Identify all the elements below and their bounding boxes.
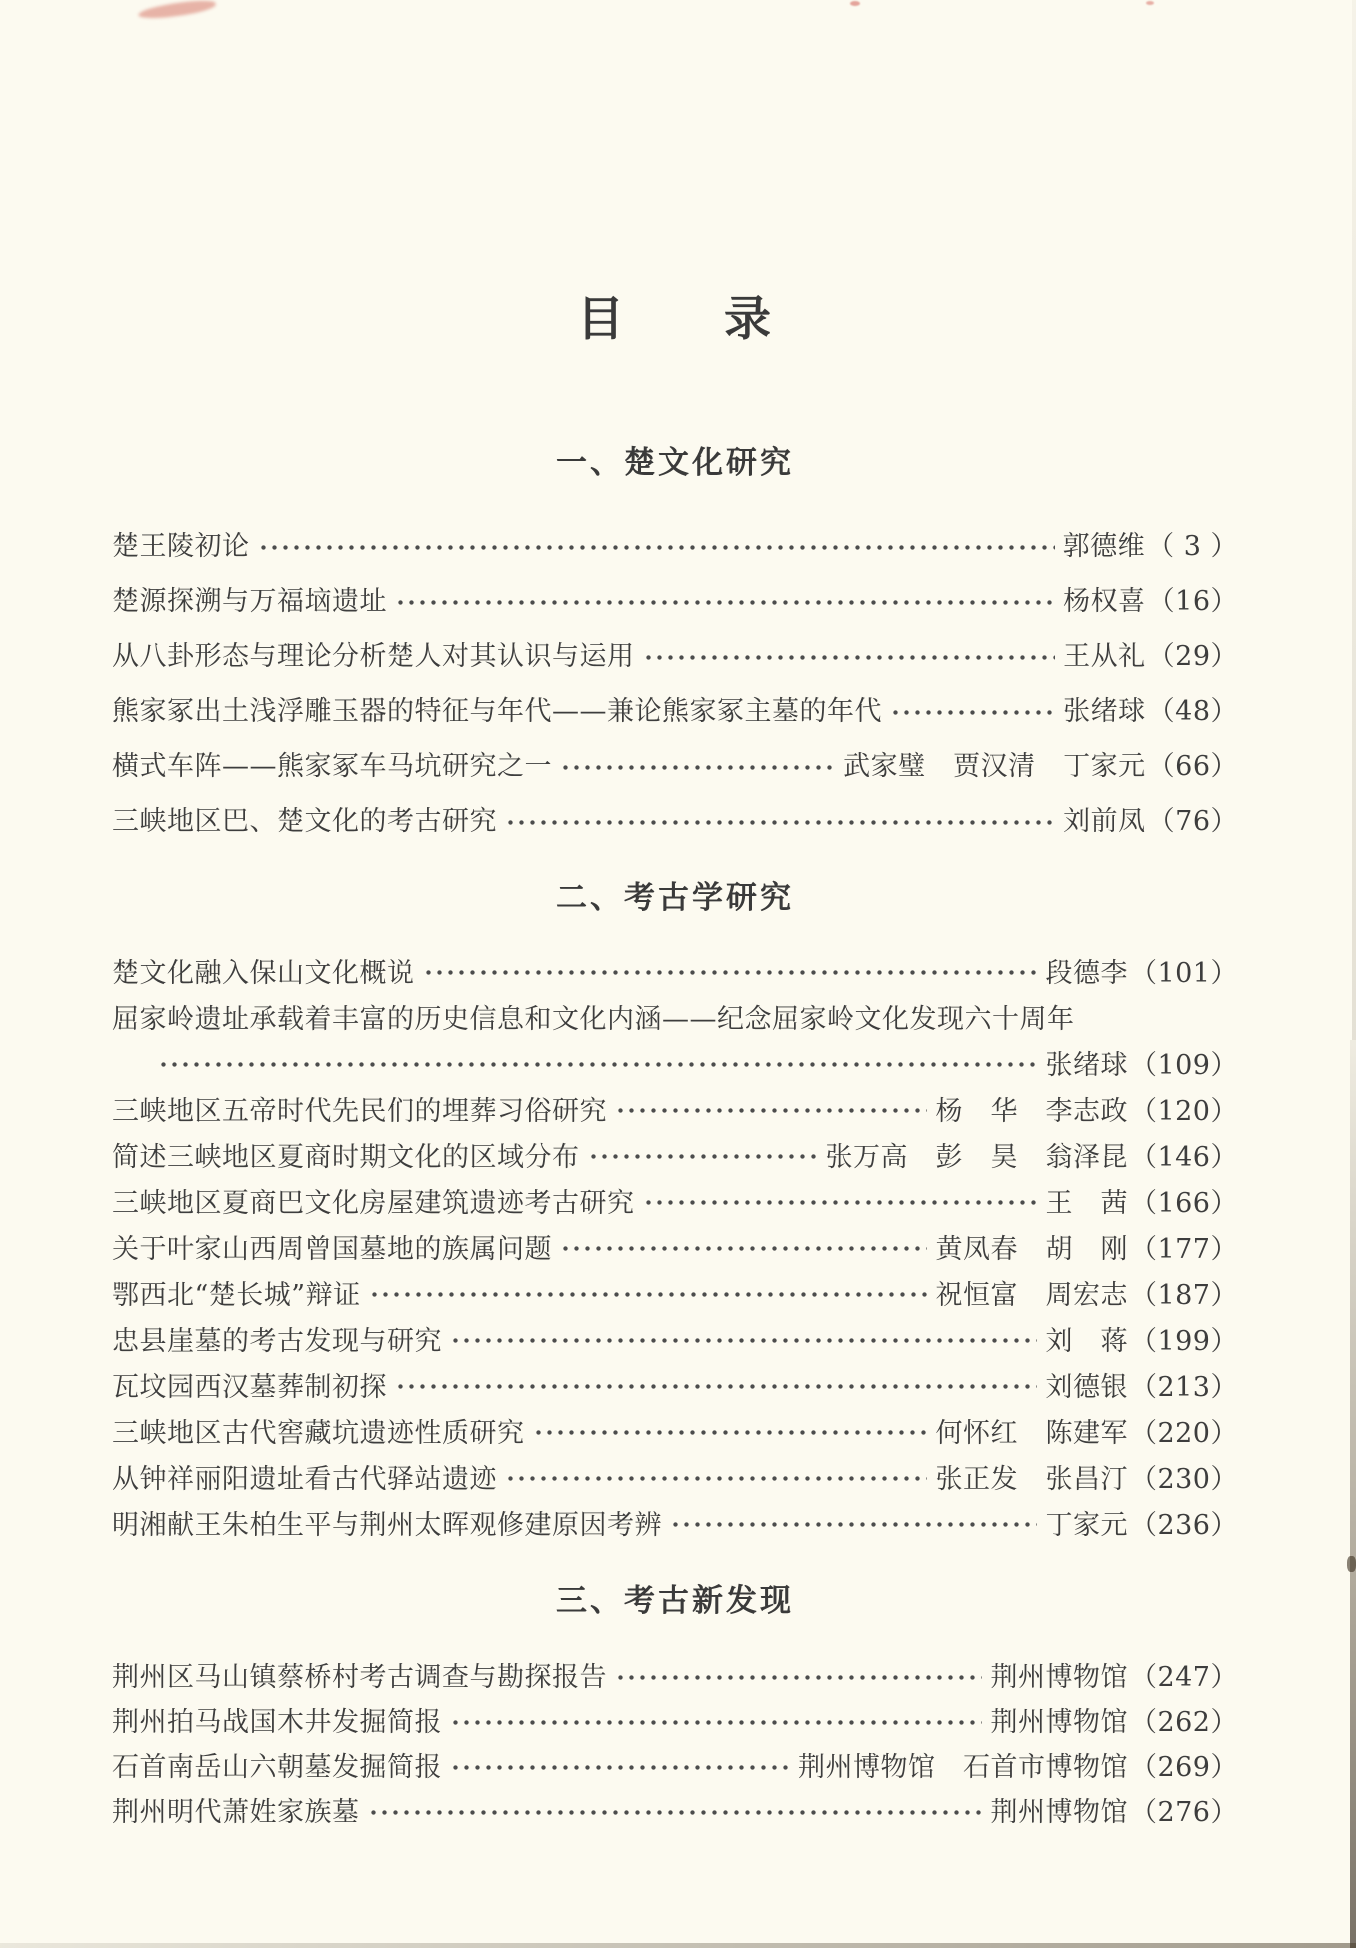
dot-leader	[448, 1742, 790, 1787]
entry-title: 熊家冢出土浅浮雕玉器的特征与年代——兼论熊家冢主墓的年代	[112, 696, 882, 727]
toc-entry	[112, 1407, 1238, 1453]
toc-entry	[112, 1697, 1238, 1742]
toc-entry	[112, 1223, 1238, 1269]
entry-authors: 张正发 张昌汀	[935, 1463, 1128, 1495]
entry-page-number: （220）	[1129, 1417, 1238, 1449]
entry-title: 忠县崖墓的考古发现与研究	[112, 1325, 442, 1357]
toc-entry	[112, 1499, 1238, 1545]
entry-authors: 郭德维	[1062, 531, 1146, 562]
dot-leader	[613, 1652, 982, 1697]
entry-page-number: （ 3 ）	[1147, 531, 1238, 562]
toc-entry-wrapped-author-line	[112, 1039, 1238, 1085]
dot-leader	[613, 1085, 927, 1131]
section-heading-archaeology-research: 二、考古学研究	[556, 880, 794, 916]
entry-page-number: （29）	[1147, 641, 1238, 672]
entry-title: 三峡地区五帝时代先民们的埋葬习俗研究	[112, 1095, 607, 1127]
entry-page-number: （199）	[1129, 1325, 1238, 1357]
entry-authors: 丁家元	[1045, 1509, 1128, 1541]
entry-page-number: （236）	[1129, 1509, 1238, 1541]
toc-entry	[112, 1131, 1238, 1177]
entry-title: 三峡地区巴、楚文化的考古研究	[112, 806, 497, 837]
dot-leader	[586, 1131, 818, 1177]
entry-authors: 张万高 彭 昊 翁泽昆	[825, 1141, 1128, 1173]
entry-page-number: （187）	[1129, 1279, 1238, 1311]
entry-title: 瓦坟园西汉墓葬制初探	[112, 1371, 387, 1403]
scan-artifact-red-dot	[850, 1, 860, 6]
dot-leader	[156, 1039, 1037, 1085]
entry-authors: 张绪球	[1045, 1049, 1128, 1081]
dot-leader	[503, 791, 1055, 846]
dot-leader	[366, 1787, 983, 1832]
toc-entry	[112, 1742, 1238, 1787]
toc-entry	[112, 1652, 1238, 1697]
dot-leader	[531, 1407, 928, 1453]
dot-leader	[558, 736, 835, 791]
dot-leader	[668, 1499, 1037, 1545]
scan-artifact-speck	[1347, 1556, 1356, 1572]
spacer	[1081, 993, 1231, 1039]
entry-authors: 杨 华 李志政	[935, 1095, 1128, 1127]
toc-entry	[112, 791, 1238, 846]
entry-page-number: （262）	[1129, 1707, 1238, 1738]
entry-title: 三峡地区夏商巴文化房屋建筑遗迹考古研究	[112, 1187, 635, 1219]
dot-leader	[448, 1697, 982, 1742]
scan-artifact-red-dot	[1146, 1, 1154, 5]
scan-artifact-red-smudge	[137, 0, 216, 21]
toc-entry	[112, 1315, 1238, 1361]
toc-entry	[112, 1177, 1238, 1223]
entry-title: 荆州明代萧姓家族墓	[112, 1797, 360, 1828]
toc-entry-wrapped-title-line	[112, 993, 1238, 1039]
toc-entry	[112, 516, 1238, 571]
entry-page-number: （177）	[1129, 1233, 1238, 1265]
dot-leader	[421, 947, 1038, 993]
entry-title: 荆州拍马战国木井发掘简报	[112, 1707, 442, 1738]
dot-leader	[503, 1453, 927, 1499]
toc-entry	[112, 1787, 1238, 1832]
toc-entry	[112, 626, 1238, 681]
entry-title: 楚王陵初论	[112, 531, 250, 562]
entry-authors: 祝恒富 周宏志	[935, 1279, 1128, 1311]
entry-authors: 刘 蒋	[1045, 1325, 1128, 1357]
section-heading-chu-culture: 一、楚文化研究	[556, 445, 794, 481]
toc-entry	[112, 947, 1238, 993]
entry-authors: 王 茜	[1045, 1187, 1128, 1219]
entry-title: 楚源探溯与万福垴遗址	[112, 586, 387, 617]
entry-page-number: （101）	[1129, 957, 1238, 989]
page-title: 目 录	[577, 292, 773, 347]
entry-title: 三峡地区古代窖藏坑遗迹性质研究	[112, 1417, 525, 1449]
dot-leader	[393, 1361, 1037, 1407]
entry-authors: 荆州博物馆 石首市博物馆	[797, 1752, 1128, 1783]
toc-entry	[112, 571, 1238, 626]
entry-authors: 荆州博物馆	[990, 1707, 1128, 1738]
scan-edge-shadow	[1350, 1040, 1356, 1948]
entry-page-number: （120）	[1129, 1095, 1238, 1127]
entry-title: 关于叶家山西周曾国墓地的族属问题	[112, 1233, 552, 1265]
dot-leader	[888, 681, 1055, 736]
entry-page-number: （166）	[1129, 1187, 1238, 1219]
dot-leader	[367, 1269, 928, 1315]
dot-leader	[558, 1223, 927, 1269]
toc-entry	[112, 1453, 1238, 1499]
entry-authors: 武家璧 贾汉清 丁家元	[843, 751, 1146, 782]
entry-title: 横式车阵——熊家冢车马坑研究之一	[112, 751, 552, 782]
dot-leader	[393, 571, 1055, 626]
dot-leader	[641, 626, 1056, 681]
entry-page-number: （146）	[1129, 1141, 1238, 1173]
entry-authors: 荆州博物馆	[990, 1662, 1128, 1693]
toc-entry	[112, 736, 1238, 791]
entry-authors: 荆州博物馆	[990, 1797, 1128, 1828]
entry-authors: 刘前凤	[1063, 806, 1146, 837]
entry-page-number: （109）	[1129, 1049, 1238, 1081]
entry-authors: 张绪球	[1063, 696, 1146, 727]
scan-edge-shadow	[0, 1943, 1356, 1948]
entry-authors: 段德李	[1045, 957, 1128, 989]
entry-authors: 王从礼	[1063, 641, 1146, 672]
toc-entry	[112, 1269, 1238, 1315]
entry-page-number: （76）	[1147, 806, 1238, 837]
entry-page-number: （213）	[1129, 1371, 1238, 1403]
entry-authors: 刘德银	[1045, 1371, 1128, 1403]
entry-title: 楚文化融入保山文化概说	[112, 957, 415, 989]
entry-page-number: （48）	[1147, 696, 1238, 727]
entry-title: 荆州区马山镇蔡桥村考古调查与勘探报告	[112, 1662, 607, 1693]
section-heading-new-discoveries: 三、考古新发现	[556, 1583, 794, 1619]
entry-title: 简述三峡地区夏商时期文化的区域分布	[112, 1141, 580, 1173]
entry-authors: 黄凤春 胡 刚	[935, 1233, 1128, 1265]
toc-entry	[112, 1085, 1238, 1131]
dot-leader	[641, 1177, 1038, 1223]
entry-page-number: （16）	[1147, 586, 1238, 617]
dot-leader	[448, 1315, 1037, 1361]
entry-page-number: （66）	[1147, 751, 1238, 782]
entry-page-number: （269）	[1129, 1752, 1238, 1783]
entry-authors: 何怀红 陈建军	[935, 1417, 1128, 1449]
toc-entry	[112, 681, 1238, 736]
section-2-entry-list	[112, 947, 1238, 1545]
scan-edge-shadow	[1352, 0, 1356, 1040]
dot-leader	[256, 516, 1055, 571]
entry-title: 从八卦形态与理论分析楚人对其认识与运用	[112, 641, 635, 672]
toc-entry	[112, 1361, 1238, 1407]
entry-title: 从钟祥丽阳遗址看古代驿站遗迹	[112, 1463, 497, 1495]
section-1-entry-list	[112, 516, 1238, 846]
entry-title: 鄂西北“楚长城”辩证	[112, 1279, 361, 1311]
entry-title: 明湘献王朱柏生平与荆州太晖观修建原因考辨	[112, 1509, 662, 1541]
entry-page-number: （230）	[1129, 1463, 1238, 1495]
entry-title: 石首南岳山六朝墓发掘简报	[112, 1752, 442, 1783]
entry-authors: 杨权喜	[1063, 586, 1146, 617]
entry-page-number: （247）	[1129, 1662, 1238, 1693]
entry-page-number: （276）	[1129, 1797, 1238, 1828]
entry-title: 屈家岭遗址承载着丰富的历史信息和文化内涵——纪念屈家岭文化发现六十周年	[112, 1003, 1075, 1035]
section-3-entry-list	[112, 1652, 1238, 1832]
